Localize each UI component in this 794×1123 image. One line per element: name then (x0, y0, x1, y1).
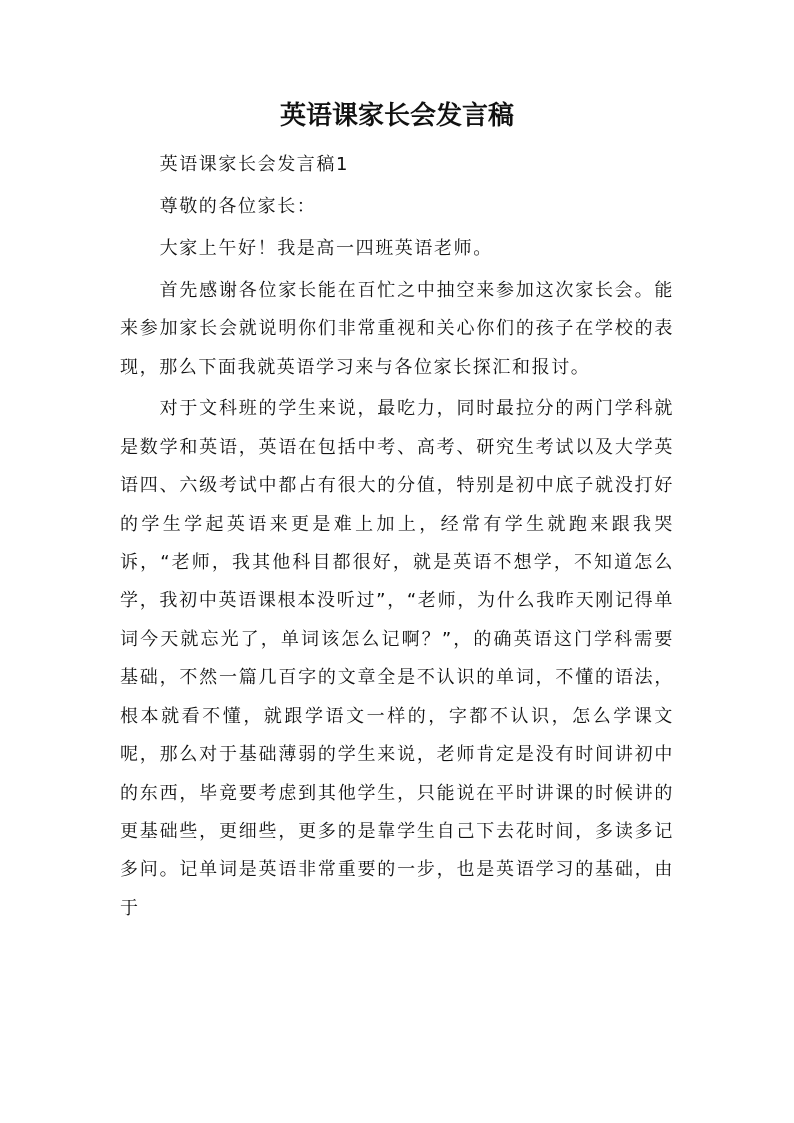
paragraph-thanks: 首先感谢各位家长能在百忙之中抽空来参加这次家长会。能来参加家长会就说明你们非常重视和关心你们的孩子在学校的表现，那么下面我就英语学习来与各位家长探汇和报讨。 (120, 279, 674, 378)
paragraph-salutation: 尊敬的各位家长： (159, 195, 317, 217)
paragraph-greeting: 大家上午好！我是高一四班英语老师。 (159, 237, 493, 259)
paragraph-heading: 英语课家长会发言稿1 (159, 154, 350, 175)
document-title: 英语课家长会发言稿 (279, 101, 514, 131)
paragraph-main: 对于文科班的学生来说，最吃力，同时最拉分的两门学科就是数学和英语，英语在包括中考、高考、研究生考试以及大学英语四、六级考试中都占有很大的分值，特别是初中底子就没打好的学生学起英语来更是难上加上，经常有学生就跑来跟我哭诉，“老师，我其他科目都很好，就是英语不想学，不知道怎么学，我初中英语课根本没听过”，“老师，为什么我昨天刚记得单词今天就忘光了，单词该怎么记啊？”，的确英语这门学科需要基础，不然一篇几百字的文章全是不认识的单词，不懂的语法，根本就看不懂，就跟学语文一样的，字都不认识，怎么学课文呢，那么对于基础薄弱的学生来说，老师肯定是没有时间讲初中的东西，毕竟要考虑到其他学生，只能说在平时讲课的时候讲的更基础些，更细些，更多的是靠学生自己下去花时间，多读多记多问。记单词是英语非常重要的一步，也是英语学习的基础，由于 (120, 398, 674, 919)
document-body (120, 146, 674, 928)
